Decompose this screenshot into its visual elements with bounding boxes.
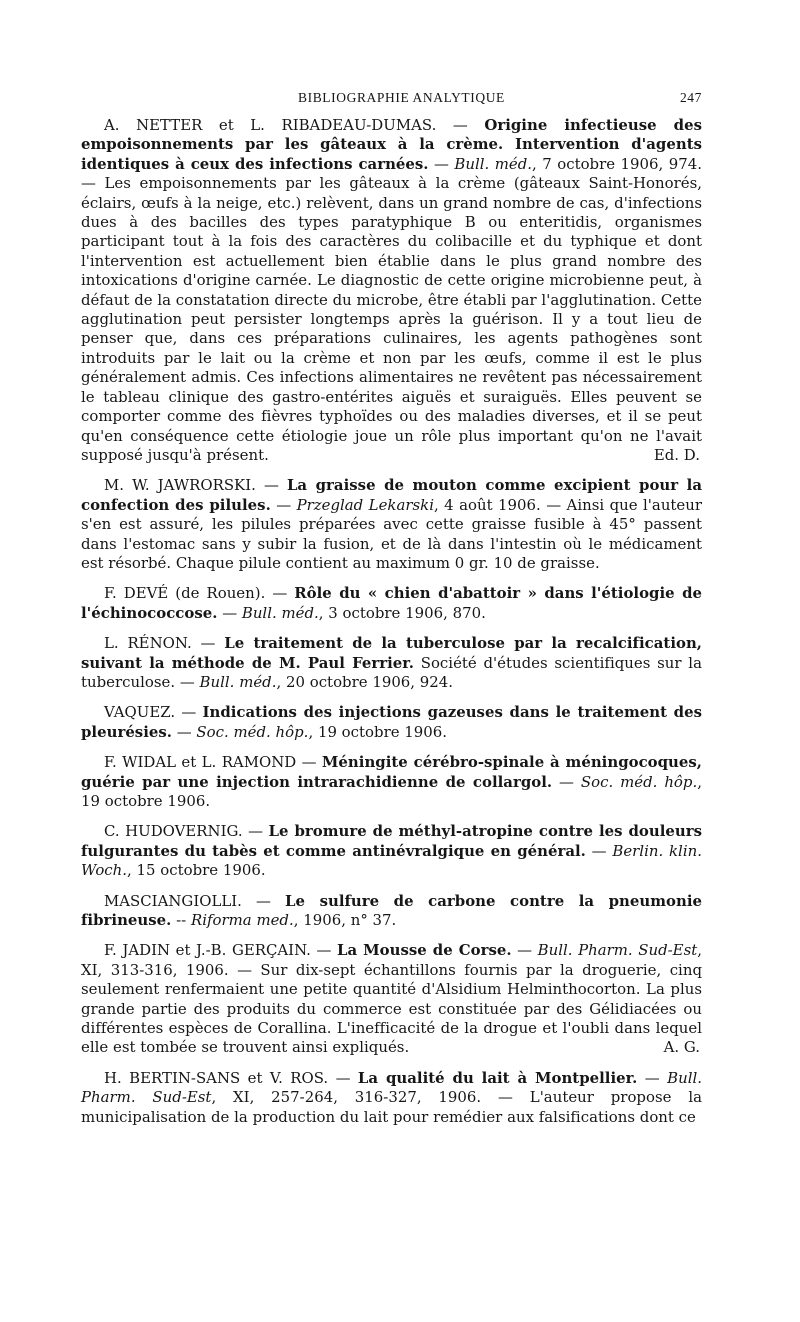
entry-details: , XI, 313-316, 1906. — Sur dix-sept échantillons fournis par la droguerie, cinq seulement renfermaient une petite quantité d'Alsidium Helminthocorton. La plus grande partie des produits du commerce est constituée par des Gélidiacées ou différentes espèces de Corallina. L'inefficacité de la drogue et l'oubli dans lequel elle est tombée se trouvent ainsi expliqués. (81, 941, 703, 1057)
entry-source: Przeglad Lekarski (296, 495, 434, 514)
entry-separator: — (436, 116, 485, 134)
entry-author: L. RÉNON. (104, 634, 192, 653)
entry-details: , 19 octobre 1906. (308, 722, 448, 741)
entry-title: La graisse de mouton comme excipient pour la confection des pilules. (81, 476, 702, 514)
bibliography-entries (81, 116, 702, 1127)
entry-source: Bull. méd. (241, 603, 319, 622)
entry-title: Indications des injections gazeuses dans le traitement des pleurésies. (81, 703, 702, 741)
entry-separator: — (328, 1068, 358, 1087)
entry-separator: — (242, 822, 269, 841)
entry-separator: — (217, 603, 242, 622)
entry-separator: — (191, 634, 225, 653)
entry-author: M. W. JAWRORSKI. (104, 476, 256, 495)
entry-separator: — (255, 476, 287, 495)
entry-separator: — (585, 841, 613, 860)
entry-separator: — (637, 1068, 668, 1087)
entry-author: VAQUEZ. (104, 703, 176, 722)
entry-title: Le bromure de méthyl-atropine contre les douleurs fulgurantes du tabès et comme antinévralgique en général. (81, 822, 703, 860)
entry-separator: — (310, 941, 337, 960)
entry-details: , XI, 257-264, 316-327, 1906. — L'auteur propose la municipalisation de la production du lait pour remédier aux falsifications dont ce (81, 1088, 703, 1126)
bibliography-entry-7 (81, 822, 702, 880)
running-head (81, 90, 702, 116)
entry-title: La Mousse de Corse. (337, 941, 512, 960)
entry-source: Soc. méd. hôp. (196, 722, 309, 741)
entry-separator: — (296, 753, 322, 772)
entry-source: Soc. méd. hôp. (580, 772, 698, 791)
entry-author: A. NETTER et L. RIBADEAU-DUMAS. (104, 116, 437, 134)
entry-separator: — (270, 495, 297, 514)
entry-separator: — (265, 584, 295, 603)
entry-author: C. HUDOVERNIG. (104, 822, 243, 841)
entry-signature: Ed. D. (653, 445, 700, 464)
entry-source: Bull. Pharm. Sud-Est (81, 1068, 703, 1107)
entry-source: Bull. méd. (199, 672, 277, 691)
entry-title: Le sulfure de carbone contre la pneumonie fibrineuse. (81, 891, 702, 930)
entry-source: Riforma med. (190, 911, 294, 930)
bibliography-entry-5 (81, 703, 702, 742)
entry-author: F. JADIN et J.-B. GERÇAIN. (104, 941, 311, 960)
running-title: BIBLIOGRAPHIE ANALYTIQUE (298, 90, 505, 105)
entry-separator: — (511, 941, 538, 960)
entry-details: , 4 août 1906. — Ainsi que l'auteur s'en est assuré, les pilules préparées avec cette graisse fusible à 45° passent dans l'estomac sans y subir la fusion, et de là dans l'intestin où le médicament est résorbé. Chaque pilule contient au maximum 0 gr. 10 de graisse. (81, 495, 703, 572)
entry-source: Bull. Pharm. Sud-Est (537, 941, 698, 960)
bibliography-entry-3 (81, 584, 702, 623)
page-number: 247 (679, 90, 702, 105)
entry-separator: — (428, 154, 455, 173)
entry-source: Berlin. klin. Woch. (81, 841, 702, 880)
entry-separator: -- (171, 911, 191, 930)
entry-separator: — (552, 772, 581, 791)
bibliography-entry-4 (81, 634, 702, 692)
entry-title: La qualité du lait à Montpellier. (357, 1068, 638, 1087)
entry-separator: — (172, 722, 197, 741)
entry-details: , 7 octobre 1906, 974. — Les empoisonnements par les gâteaux à la crème (gâteaux Saint-Honorés, éclairs, œufs à la neige, etc.) relèvent, dans un grand nombre de cas, d'infections dues à des bacilles des types paratyphique B ou enteritidis, organismes participant tout à la fois des caractères du colibacille et du typhique et dont l'intervention est actuellement bien établie dans le plus grand nombre des intoxications d'origine carnée. Le diagnostic de cette origine microbienne peut, à défaut de la constatation directe du microbe, être établi par l'agglutination. Cette agglutination peut persister longtemps après la guérison. Il y a tout lieu de penser que, dans ces préparations culinaires, les agents pathogènes sont introduits par le lait ou la crème et non par les œufs, comme il est le plus généralement admis. Ces infections alimentaires ne revêtent pas nécessairement le tableau clinique des gastro-entérites aiguës et suraiguës. Elles peuvent se comporter comme des fièvres typhoïdes ou des maladies diverses, et il se peut qu'en conséquence cette étiologie joue un rôle plus important qu'on ne l'avait supposé jusqu'à présent. (81, 154, 702, 464)
entry-separator: Société d'études scientifiques sur la tuberculose. — (81, 653, 702, 691)
bibliography-entry-10 (81, 1069, 702, 1127)
entry-author: F. WIDAL et L. RAMOND (104, 753, 297, 772)
entry-details: , 1906, n° 37. (293, 911, 397, 930)
entry-author: H. BERTIN-SANS et V. ROS. (104, 1068, 329, 1087)
entry-signature: A. G. (663, 1038, 700, 1057)
entry-source: Bull. méd. (454, 154, 533, 173)
bibliography-entry-2 (81, 476, 702, 573)
entry-author: F. DEVÉ (de Rouen). (104, 584, 266, 603)
entry-details: , 19 octobre 1906. (81, 772, 702, 810)
entry-title: Origine infectieuse des empoisonnements par les gâteaux à la crème. Intervention d'agents identiques à ceux des infections carnées. (81, 116, 702, 173)
entry-details: , 3 octobre 1906, 870. (318, 603, 486, 622)
entry-separator: — (241, 891, 286, 910)
bibliography-entry-8 (81, 892, 702, 931)
entry-title: Méningite cérébro-spinale à méningocoques, guérie par une injection intrarachidienne de collargol. (81, 753, 703, 791)
entry-author: MASCIANGIOLLI. (104, 891, 242, 910)
entry-title: Le traitement de la tuberculose par la recalcification, suivant la méthode de M. Paul Ferrier. (81, 634, 702, 672)
bibliography-entry-9 (81, 941, 702, 1057)
bibliography-entry-6 (81, 753, 702, 811)
entry-details: , 15 octobre 1906. (127, 861, 266, 880)
entry-title: Rôle du « chien d'abattoir » dans l'étiologie de l'échinococcose. (81, 584, 703, 622)
entry-details: , 20 octobre 1906, 924. (276, 672, 454, 691)
entry-separator: — (175, 703, 203, 722)
bibliography-entry-1 (81, 116, 702, 465)
